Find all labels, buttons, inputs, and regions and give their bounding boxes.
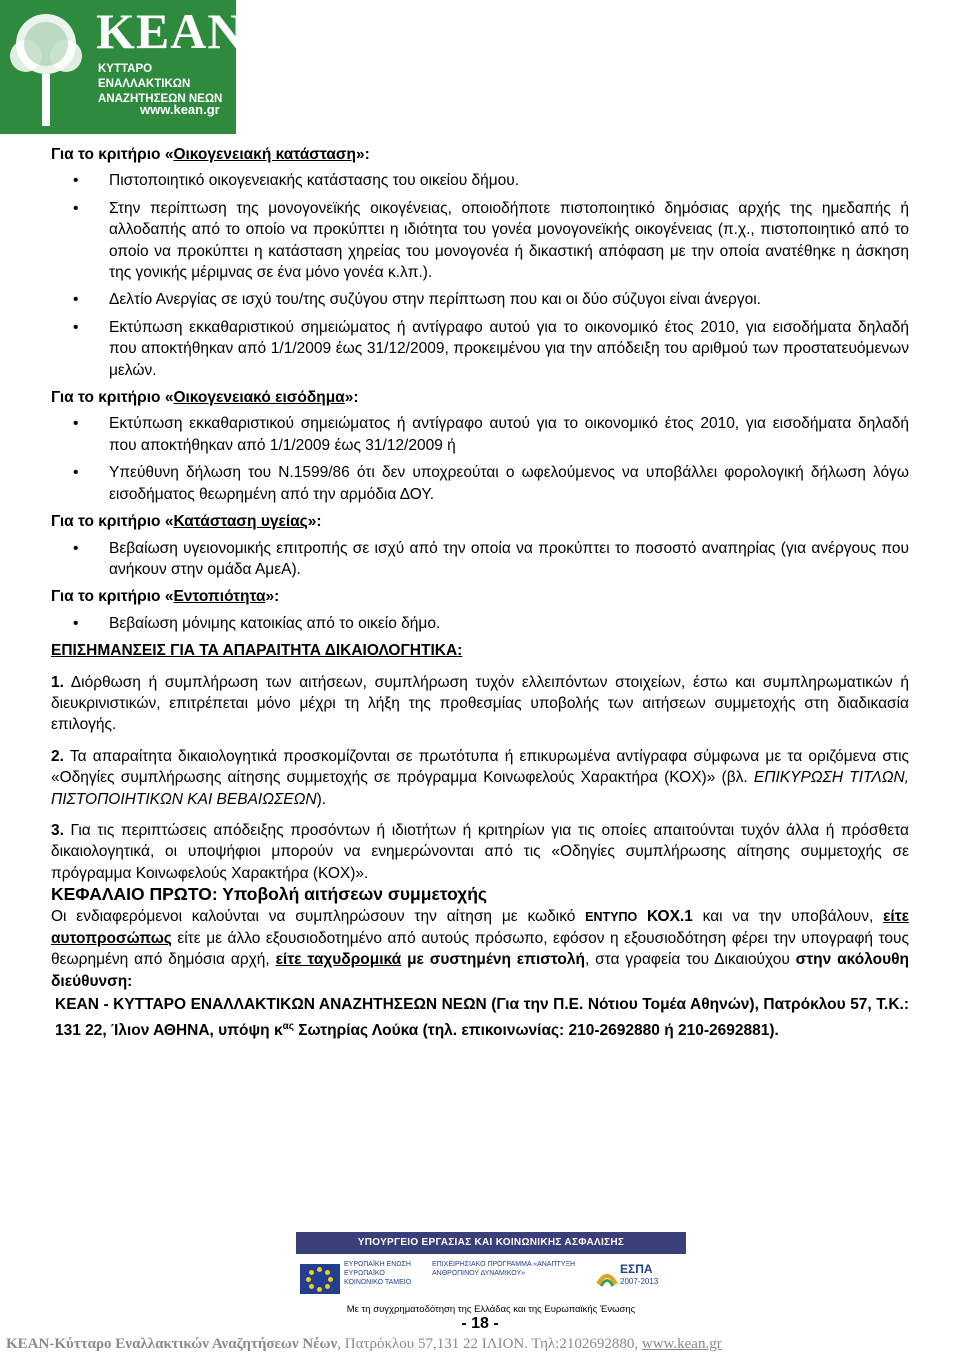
- espa-years: 2007-2013: [620, 1277, 659, 1286]
- note-2: 2. Τα απαραίτητα δικαιολογητικά προσκομίζονται σε πρωτότυπα ή επικυρωμένα αντίγραφα σύμφωνα με τα οριζόμενα στις «Οδηγίες συμπλήρωσης αίτησης συμμετοχής σε πρόγραμμα Κοινωφελούς Χαρακτήρα (ΚΟΧ)» (βλ. ΕΠΙΚΥΡΩΣΗ ΤΙΤΛΩΝ, ΠΙΣΤΟΠΟΙΗΤΙΚΩΝ ΚΑΙ ΒΕΒΑΙΩΣΕΩΝ).: [51, 747, 909, 808]
- cofunding-caption: Με τη συγχρηματοδότηση της Ελλάδας και της Ευρωπαϊκής Ένωσης: [346, 1304, 636, 1315]
- heading-health: Για το κριτήριο «Κατάσταση υγείας»:: [51, 513, 322, 531]
- address-paragraph: ΚΕΑΝ - ΚΥΤΤΑΡΟ ΕΝΑΛΛΑΚΤΙΚΩΝ ΑΝΑΖΗΤΗΣΕΩΝ ΝΕΩΝ (Για την Π.Ε. Νότιου Τομέα Αθηνών), Πατρόκλου 57, Τ.Κ.: 131 22, Ίλιον ΑΘΗΝΑ, υπόψη $\kappa^{\alpha\varsigma}$ Σωτηρίας Λούκα (τηλ. επικοινωνίας: 210-2692880 ή 210-2692881).: [55, 996, 909, 1039]
- logo-brand: ΚΕΑΝ: [96, 3, 245, 59]
- note-3: 3. Για τις περιπτώσεις απόδειξης προσόντων ή ιδιοτήτων ή κριτηρίων για τις οποίες απαιτούνται τυχόν άλλα ή πρόσθετα δικαιολογητικά, οι υποψήφιοι μπορούν να ενημερώνονται από τις «Οδηγίες συμπλήρωσης αίτησης συμμετοχής σε πρόγραμμα Κοινωφελούς Χαρακτήρα (ΚΟΧ)».: [51, 821, 909, 882]
- program-label: ΕΠΙΧΕΙΡΗΣΙΑΚΟ ΠΡΟΓΡΑΜΜΑ «ΑΝΑΠΤΥΞΗ ΑΝΘΡΩΠΙΝΟΥ ΔΥΝΑΜΙΚΟΥ»: [432, 1261, 576, 1277]
- logo-website: www.kean.gr: [140, 102, 220, 117]
- kean-logo: [0, 0, 245, 134]
- heading-income: Για το κριτήριο «Οικογενειακό εισόδημα»:: [51, 389, 359, 407]
- tree-icon: [4, 4, 88, 130]
- logo-subtitle: [98, 62, 234, 107]
- footer: [6, 1336, 960, 1353]
- espa-logo: [596, 1262, 666, 1296]
- note-1: 1. Διόρθωση ή συμπλήρωση των αιτήσεων, συμπλήρωση τυχόν ελλειπόντων στοιχείων, έστω και συμπληρωματικών ή διευκρινιστικών, επιτρέπεται μόνο μέχρι τη λήξη της προθεσμίας υποβολής των αιτήσεων συμμετοχής στη διαδικασία επιλογής.: [51, 673, 909, 734]
- espa-label: ΕΣΠΑ: [620, 1262, 653, 1276]
- ministry-banner: ΥΠΟΥΡΓΕΙΟ ΕΡΓΑΣΙΑΣ ΚΑΙ ΚΟΙΝΩΝΙΚΗΣ ΑΣΦΑΛΙΣΗΣ: [296, 1232, 686, 1254]
- notes-title: ΕΠΙΣΗΜΑΝΣΕΙΣ ΓΙΑ ΤΑ ΑΠΑΡΑΙΤΗΤΑ ΔΙΚΑΙΟΛΟΓΗΤΙΚΑ:: [51, 642, 463, 660]
- list-item: • Βεβαίωση υγειονομικής επιτροπής σε ισχύ από την οποία να προκύπτει το ποσοστό αναπηρίας (για ανέργους που ανήκουν στην ομάδα ΑμεΑ).: [51, 538, 909, 581]
- list-health: [51, 538, 909, 581]
- list-item: • Δελτίο Ανεργίας σε ισχύ του/της συζύγου στην περίπτωση που και οι δύο σύζυγοι είναι άνεργοι.: [51, 289, 909, 310]
- list-income: [51, 413, 909, 505]
- eu-flag-icon: [300, 1264, 340, 1294]
- logo-subtitle-line1: ΚΥΤΤΑΡΟ ΕΝΑΛΛΑΚΤΙΚΩΝ: [98, 63, 191, 90]
- espa-emblem-icon: [596, 1266, 618, 1288]
- footer-website-link[interactable]: www.kean.gr: [641, 1336, 722, 1352]
- list-residence: [51, 613, 909, 634]
- footer-address: , Πατρόκλου 57,131 22 ΙΛΙΟΝ. Τηλ:2102692880,: [337, 1336, 642, 1352]
- list-item: • Εκτύπωση εκκαθαριστικού σημειώματος ή αντίγραφο αυτού για το οικονομικό έτος 2010, για εισοδήματα δηλαδή που αποκτήθηκαν από 1/1/2009 έως 31/12/2009, προκειμένου για την απόδειξη του αριθμού των προστατευόμενων μελών.: [51, 317, 909, 381]
- page-number: - 18 -: [461, 1315, 499, 1332]
- list-item: • Υπεύθυνη δήλωση του Ν.1599/86 ότι δεν υποχρεούται ο ωφελούμενος να υποβάλλει φορολογική δήλωση λόγω εισοδήματος θεωρημένη από την αρμόδια ΔΟΥ.: [51, 462, 909, 505]
- list-family: [51, 170, 909, 381]
- chapter-title: ΚΕΦΑΛΑΙΟ ΠΡΩΤΟ: Υποβολή αιτήσεων συμμετοχής: [51, 884, 488, 905]
- list-item: • Εκτύπωση εκκαθαριστικού σημειώματος ή αντίγραφο αυτού για το οικονομικό έτος 2010, για εισοδήματα δηλαδή που αποκτήθηκαν από 1/1/2009 έως 31/12/2009 ή: [51, 413, 909, 456]
- list-item: • Στην περίπτωση της μονογονεϊκής οικογένειας, οποιοδήποτε πιστοποιητικό δημόσιας αρχής της ημεδαπής ή αλλοδαπής από το οποίο να προκύπτει η ιδιότητα του γονέα μονογονεϊκής οικογένειας (π.χ., πιστοποιητικό από το οποίο να προκύπτει η κατάσταση χηρείας του μονογονέα ή δικαστική απόφαση με την οποία ανατέθηκε η άσκηση της γονικής μέριμνας σε ένα μόνο γονέα κ.λπ.).: [51, 198, 909, 284]
- list-item: • Πιστοποιητικό οικογενειακής κατάστασης του οικείου δήμου.: [51, 170, 909, 191]
- logo-subtitle-line2: ΑΝΑΖΗΤΗΣΕΩΝ ΝΕΩΝ: [98, 93, 223, 105]
- chapter-paragraph: Οι ενδιαφερόμενοι καλούνται να συμπληρώσουν την αίτηση με κωδικό ΕΝΤΥΠΟ ΚΟΧ.1 και να την υποβάλουν, είτε αυτοπροσώπως είτε με άλλο εξουσιοδοτημένο από αυτούς πρόσωπο, εφόσον η εξουσιοδότηση φέρει την υπογραφή τους θεωρημένη από δημόσια αρχή, είτε ταχυδρομικά με συστημένη επιστολή, στα γραφεία του Δικαιούχου στην ακόλουθη διεύθυνση:: [51, 907, 909, 990]
- document-body: [51, 144, 909, 1041]
- sponsor-logos: [296, 1260, 686, 1304]
- list-item: • Βεβαίωση μόνιμης κατοικίας από το οικείο δήμο.: [51, 613, 909, 634]
- footer-org: ΚΕΑΝ-Κύτταρο Εναλλακτικών Αναζητήσεων Νέων: [6, 1336, 338, 1352]
- heading-family: Για το κριτήριο «Οικογενειακή κατάσταση»:: [51, 146, 370, 163]
- eu-label: ΕΥΡΩΠΑΪΚΗ ΕΝΩΣΗ ΕΥΡΩΠΑΪΚΟ ΚΟΙΝΩΝΙΚΟ ΤΑΜΕΙΟ: [344, 1261, 412, 1286]
- heading-residence: Για το κριτήριο «Εντοπιότητα»:: [51, 588, 280, 606]
